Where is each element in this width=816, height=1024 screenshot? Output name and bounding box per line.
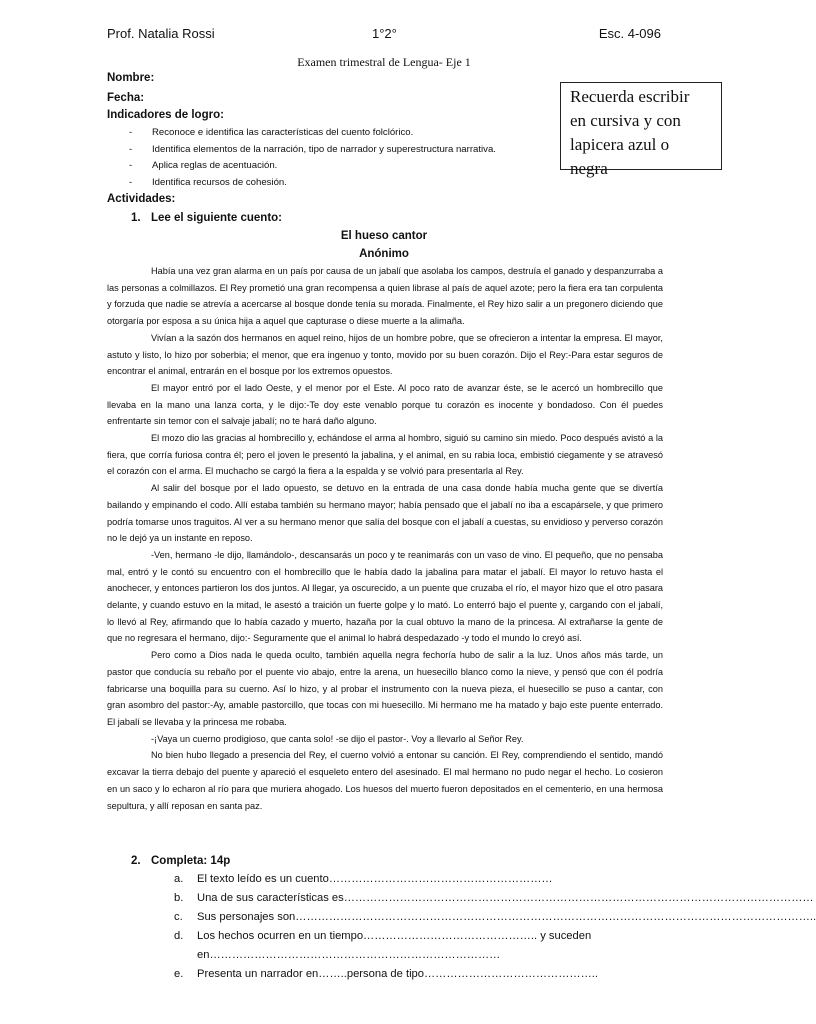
story-paragraph: Pero como a Dios nada le queda oculto, también aquella negra fechoría hubo de salir a la luz. Unos años más tarde, un pastor que conducía su rebaño por el puente vio abajo, entre la arena, un huesecillo blanco como la nieve, y pensó que con él podría fabricarse una boquilla para su cuerno. Así lo hizo, y al probar el instrumento con la nueva pieza, el huesecillo se puso a cantar, con gran asombro del pastor:-Ay, amable pastorcillo, que tocas con mi huesecillo. Mi hermano me ha matado y bajo este puente enterrado. El jabalí se llevaba y la princesa me robaba. — [107, 650, 663, 727]
story-paragraph: No bien hubo llegado a presencia del Rey, el cuerno volvió a entonar su canción. El Rey, comprendiendo el sentido, mandó excavar la tierra debajo del puente y apareció el esqueleto entero del asesinado. El mal hermano no pudo negar el hecho. Lo cosieron en un saco y lo echaron al río para que muriera ahogado. Los huesos del muerto fueron depositados en el cementerio, en una hermosa sepultura, y allí reposan en santa paz. — [107, 750, 663, 811]
activity-1-heading — [131, 212, 282, 224]
activity-number: 2. — [131, 855, 141, 867]
bullet-dash: - — [129, 127, 133, 138]
completion-item[interactable] — [174, 965, 674, 984]
bullet-dash: - — [129, 160, 133, 171]
indicator-text: Identifica elementos de la narración, tipo de narrador y superestructura narrativa. — [152, 143, 496, 155]
grade-label: 1°2° — [372, 26, 397, 41]
indicators-list — [129, 126, 549, 192]
activity-2-heading — [131, 855, 230, 867]
item-letter: a. — [174, 873, 184, 885]
reminder-box — [560, 82, 722, 178]
indicator-text: Identifica recursos de cohesión. — [152, 176, 287, 188]
activity-number: 1. — [131, 212, 141, 224]
date-label: Fecha: — [107, 92, 145, 104]
indicator-item — [129, 159, 549, 176]
indicator-item — [129, 143, 549, 160]
item-text: El texto leído es un cuento…………………………………………………… — [197, 873, 553, 885]
reminder-line: Recuerda escribir — [570, 87, 690, 106]
bullet-dash: - — [129, 176, 133, 188]
story-paragraph: El mayor entró por el lado Oeste, y el menor por el Este. Al poco rato de avanzar éste, se le acercó un hombrecillo que llevaba en la mano una lanza corta, y le dijo:-Te doy este venablo porque tu corazón es inocente y bondadoso. Con él puedes enfrentarte sin temor con el salvaje jabalí; no te hará daño alguno. — [107, 382, 663, 427]
item-text: Sus personajes son………………………………………………………………………………………………………………………….. — [197, 911, 816, 923]
reminder-line-cut: negra — [570, 159, 608, 178]
reminder-line: lapicera azul o — [570, 135, 670, 154]
reminder-line: en cursiva y con — [570, 111, 681, 130]
name-label: Nombre: — [107, 72, 155, 84]
item-text: Una de sus características es……………………………………………………………………………………………………………… — [197, 892, 814, 904]
exam-title: Examen trimestral de Lengua- Eje 1 — [297, 55, 471, 69]
page-header — [107, 26, 661, 44]
activity-label: Lee el siguiente cuento: — [151, 212, 282, 224]
completion-item[interactable] — [174, 927, 674, 946]
item-letter: d. — [174, 930, 184, 942]
completion-list — [174, 870, 816, 984]
story-paragraph: El mozo dio las gracias al hombrecillo y, echándose el arma al hombro, siguió su camino sin miedo. Poco después avistó a la fiera, que corría furiosa contra él; pero el joven le presentó la jabalina, y el animal, en su rabia loca, embistió ciegamente y se atravesó el corazón con el arma. El muchacho se cargó la fiera a la espalda y se volvió para presentarla al Rey. — [107, 433, 663, 477]
completion-item[interactable] — [174, 908, 816, 927]
story-body — [107, 263, 663, 814]
activities-heading: Actividades: — [107, 193, 176, 205]
story-author: Anónimo — [359, 248, 409, 260]
completion-item-continuation[interactable] — [174, 946, 674, 965]
item-text: en…………………………………………………………………… — [197, 949, 501, 961]
indicators-heading: Indicadores de logro: — [107, 109, 224, 121]
indicator-text: Reconoce e identifica las características del cuento folclórico. — [152, 127, 414, 138]
teacher-name: Prof. Natalia Rossi — [107, 26, 215, 41]
indicator-text: Aplica reglas de acentuación. — [152, 160, 278, 171]
activity-label: Completa: 14p — [151, 855, 231, 867]
item-letter: c. — [174, 911, 183, 923]
indicator-item — [129, 126, 549, 143]
item-letter: e. — [174, 968, 184, 980]
indicator-item — [129, 176, 549, 193]
story-paragraph: Vivían a la sazón dos hermanos en aquel reino, hijos de un hombre pobre, que se ofrecieron a intentar la empresa. El mayor, astuto y listo, lo hizo por soberbia; el menor, que era ingenuo y tonto, movido por su buen corazón. Dijo el Rey:-Para estar seguros de encontrar el animal, entrarán en el bosque por los extremos opuestos. — [107, 332, 663, 377]
completion-item[interactable] — [174, 889, 814, 908]
story-paragraph: Al salir del bosque por el lado opuesto, se detuvo en la entrada de una casa donde había mucha gente que se divertía bailando y empinando el codo. Allí estaba también su hermano mayor; había pensado que el jabalí no iba a escapársele, y que primero podría tomarse unos traguitos. Al ver a su hermano menor que salía del bosque con el jabalí a cuestas, su envidioso y perverso corazón no le dejó ya un instante en reposo. — [107, 483, 663, 544]
story-paragraph: -Ven, hermano -le dijo, llamándolo-, descansarás un poco y te reanimarás con un vaso de vino. El pequeño, que no pensaba mal, entró y le contó su encuentro con el hombrecillo que le había dado la jabalina para matar el jabalí. El mayor lo retuvo hasta el anochecer, y entonces partieron los dos juntos. Al llegar, ya oscurecido, a un puente que cruzaba el río, el mayor hizo que el otro pasara delante, y cuando estuvo en la mitad, le asestó a traición un fuerte golpe y lo mató. Lo enterró bajo el puente y, cargando con el jabalí, lo llevó al Rey, afirmando que lo había cazado y muerto, hazaña por la cual obtuvo la mano de la princesa. Al extrañarse la gente de que no regresara el hermano, dijo:- Seguramente que el animal lo habrá despedazado -y todo el mundo lo creyó así. — [107, 549, 663, 644]
bullet-dash: - — [129, 143, 133, 155]
item-text: Los hechos ocurren en un tiempo……………………………………….. y suceden — [197, 930, 592, 942]
story-title: El hueso cantor — [340, 230, 428, 242]
item-letter: b. — [174, 892, 184, 904]
story-paragraph: Había una vez gran alarma en un país por causa de un jabalí que asolaba los campos, destruía el ganado y despanzurraba a las personas a colmillazos. El Rey prometió una gran recompensa a quien librase al país de aquel azote; pero la fiera era tan corpulenta y forzuda que nadie se atrevía a acercarse al bosque donde tenía su morada. Finalmente, el Rey hizo salir a un pregonero diciendo que otorgaría por esposa a su única hija a aquel que capturase o diese muerte a la alimaña. — [107, 266, 663, 327]
item-text: Presenta un narrador en……..persona de tipo……………………………………….. — [197, 968, 599, 980]
completion-item[interactable] — [174, 870, 674, 889]
school-name: Esc. 4-096 — [598, 26, 661, 41]
story-paragraph: -¡Vaya un cuerno prodigioso, que canta solo! -se dijo el pastor-. Voy a llevarlo al Señor Rey. — [151, 733, 524, 744]
